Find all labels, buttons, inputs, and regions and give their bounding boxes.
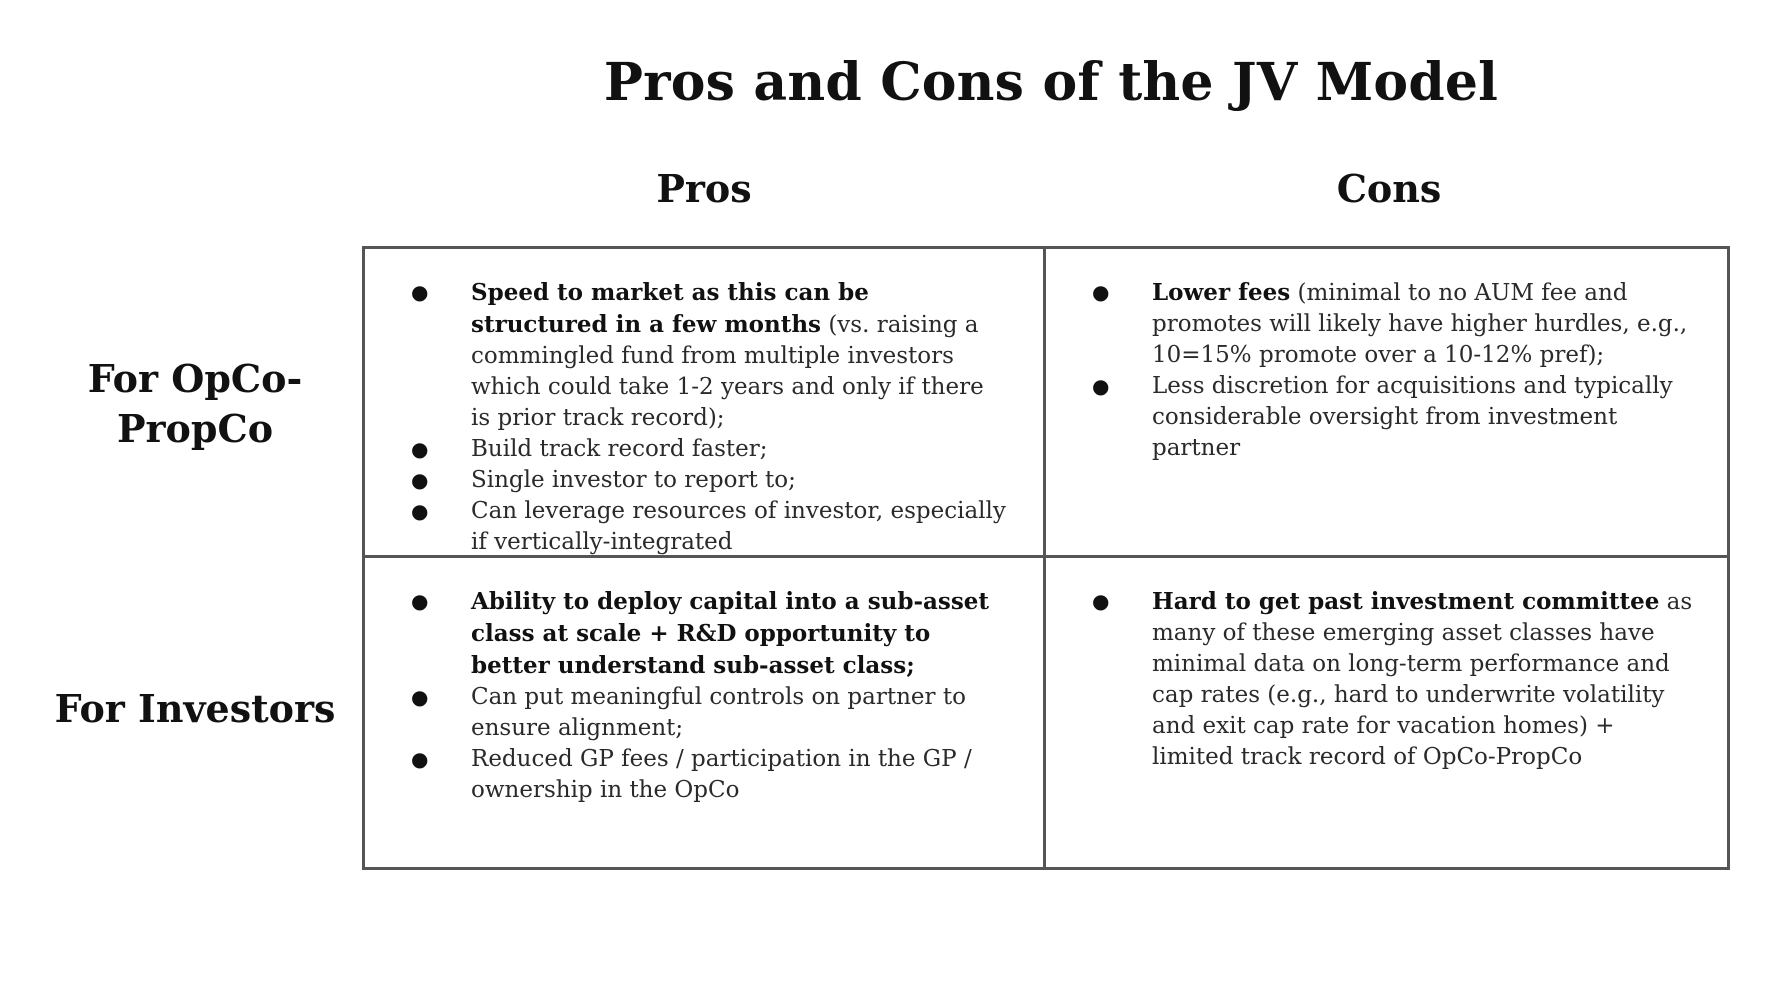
list-item-text: Can put meaningful controls on partner to ensure alignment; xyxy=(471,684,966,741)
bullet-icon: ● xyxy=(411,589,429,613)
list-item xyxy=(1092,371,1693,464)
list-item xyxy=(411,586,1009,682)
list-item-text: (vs. raising a commingled fund from multiple investors which could take 1-2 years and only if there is prior track record); xyxy=(471,312,984,431)
column-header-cons: Cons xyxy=(1336,166,1442,211)
bullet-icon: ● xyxy=(411,437,429,461)
list-item xyxy=(1092,277,1693,371)
list-item-text: (minimal to no AUM fee and promotes will likely have higher hurdles, e.g., 10=15% promote over a 10-12% pref); xyxy=(1152,280,1688,368)
list-item-text: Less discretion for acquisitions and typically considerable oversight from investment partner xyxy=(1152,373,1673,461)
bullet-icon: ● xyxy=(1092,374,1110,398)
list-item-text: Reduced GP fees / participation in the GP / ownership in the OpCo xyxy=(471,746,972,803)
column-header-pros: Pros xyxy=(656,166,752,211)
bullet-icon: ● xyxy=(411,685,429,709)
pros-cons-table xyxy=(362,246,1730,870)
list-item xyxy=(411,744,1009,806)
list-item-text: as many of these emerging asset classes have minimal data on long-term performance and cap rates (e.g., hard to underwrite volatility and exit cap rate for vacation homes) + limited track record of OpCo-PropCo xyxy=(1152,589,1693,770)
list-item xyxy=(411,465,1009,496)
row-header-opco-propco-line2: PropCo xyxy=(116,406,274,451)
list-item-bold-text: Hard to get past investment committee xyxy=(1152,588,1660,615)
bullet-list xyxy=(1092,586,1693,773)
cell-investors-cons xyxy=(1046,558,1727,867)
bullet-icon: ● xyxy=(411,280,429,304)
list-item xyxy=(411,277,1009,434)
list-item-bold-text: Lower fees xyxy=(1152,279,1291,306)
list-item-text: Build track record faster; xyxy=(471,436,768,462)
list-item-text: Can leverage resources of investor, especially if vertically-integrated xyxy=(471,498,1006,555)
cell-investors-pros xyxy=(365,558,1046,867)
row-header-investors: For Investors xyxy=(54,686,336,731)
bullet-list xyxy=(411,586,1009,806)
list-item xyxy=(411,434,1009,465)
bullet-icon: ● xyxy=(1092,280,1110,304)
list-item xyxy=(1092,586,1693,773)
bullet-icon: ● xyxy=(411,499,429,523)
cell-opco-cons xyxy=(1046,249,1727,558)
bullet-icon: ● xyxy=(411,747,429,771)
bullet-icon: ● xyxy=(411,468,429,492)
list-item xyxy=(411,682,1009,744)
list-item-bold-text: Speed to market as this can be structured in a few months xyxy=(471,279,869,338)
list-item xyxy=(411,496,1009,558)
row-header-opco-propco-line1: For OpCo- xyxy=(87,356,303,401)
bullet-list xyxy=(411,277,1009,558)
page-title: Pros and Cons of the JV Model xyxy=(603,52,1499,113)
bullet-list xyxy=(1092,277,1693,464)
list-item-bold-text: Ability to deploy capital into a sub-asset class at scale + R&D opportunity to better understand sub-asset class; xyxy=(471,588,990,679)
row-header-opco-propco xyxy=(40,354,350,454)
list-item-text: Single investor to report to; xyxy=(471,467,796,493)
bullet-icon: ● xyxy=(1092,589,1110,613)
cell-opco-pros xyxy=(365,249,1046,558)
